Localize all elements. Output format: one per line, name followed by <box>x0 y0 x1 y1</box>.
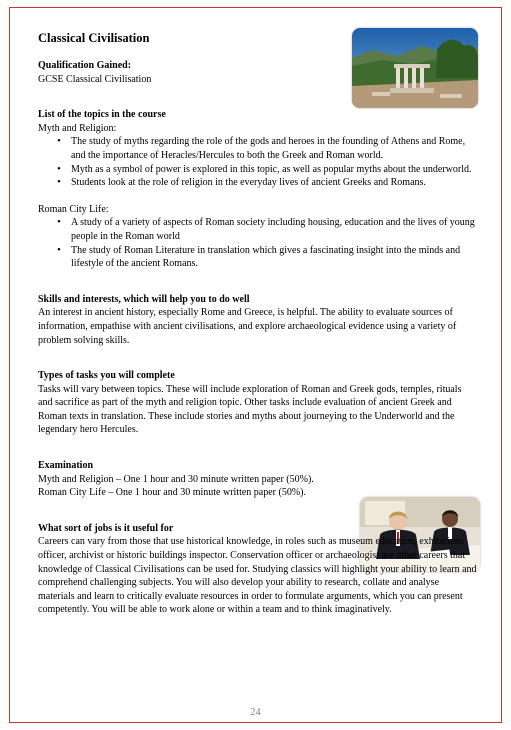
topic-group-myth-list <box>38 135 478 189</box>
jobs-heading: What sort of jobs is it useful for <box>38 522 174 534</box>
tasks-heading: Types of tasks you will complete <box>38 370 175 382</box>
topic-group-city-list <box>38 216 478 270</box>
page-title: Classical Civilisation <box>38 31 150 45</box>
list-item: • Myth as a symbol of power is explored in this topic, as well as popular myths about the underworld. <box>71 163 478 177</box>
examination-line: Roman City Life – One 1 hour and 30 minute written paper (50%). <box>38 487 306 499</box>
list-item: • Students look at the role of religion in the everyday lives of ancient Greeks and Romans. <box>71 176 478 190</box>
list-item: • The study of Roman Literature in translation which gives a fascinating insight into the minds and lifestyle of the ancient Romans. <box>71 244 478 271</box>
topic-group-myth-name: Myth and Religion: <box>38 122 117 134</box>
skills-heading: Skills and interests, which will help you to do well <box>38 293 250 305</box>
jobs-text: Careers can vary from those that use historical knowledge, in roles such as museum education, exhibitions officer, archivist or historic buildings inspector. Conservation officer or archaeologist are other careers that knowledge of Classical Civilisations can be used for. Studying classics will highlight your ability to learn and comprehend challenging subjects. You will also develop your ability to research, collate and analyse materials and learn to critically evaluate resources in order to formulate arguments, which you can present competently. You will be able to work alone or within a team and to think imaginatively. <box>38 536 477 616</box>
topic-group-city-name: Roman City Life: <box>38 203 109 215</box>
main-content <box>38 30 478 617</box>
list-item: • A study of a variety of aspects of Roman society including housing, education and the lives of young people in the Roman world <box>71 216 478 243</box>
topics-heading: List of the topics in the course <box>38 109 166 121</box>
page-number: 24 <box>250 707 261 718</box>
skills-text: An interest in ancient history, especially Rome and Greece, is helpful. The ability to evaluate sources of information, empathise with ancient civilisations, and explore archaeological evidence using a variety of problem solving skills. <box>38 307 457 346</box>
list-item: • The study of myths regarding the role of the gods and heroes in the founding of Athens and Rome, and the importance of Heracles/Hercules to both the Greek and Roman world. <box>71 135 478 162</box>
examination-line: Myth and Religion – One 1 hour and 30 minute written paper (50%). <box>38 473 314 485</box>
qualification-value: GCSE Classical Civilisation <box>38 73 152 85</box>
tasks-text: Tasks will vary between topics. These will include exploration of Roman and Greek gods, temples, rituals and sacrifice as part of the myth and religion topic. Other tasks include evaluation of ancient Greek and Roman texts in translation. These include stories and myths about journeying to the Underworld and the legendary hero Hercules. <box>38 383 462 436</box>
qualification-heading: Qualification Gained: <box>38 60 132 71</box>
examination-heading: Examination <box>38 460 94 472</box>
